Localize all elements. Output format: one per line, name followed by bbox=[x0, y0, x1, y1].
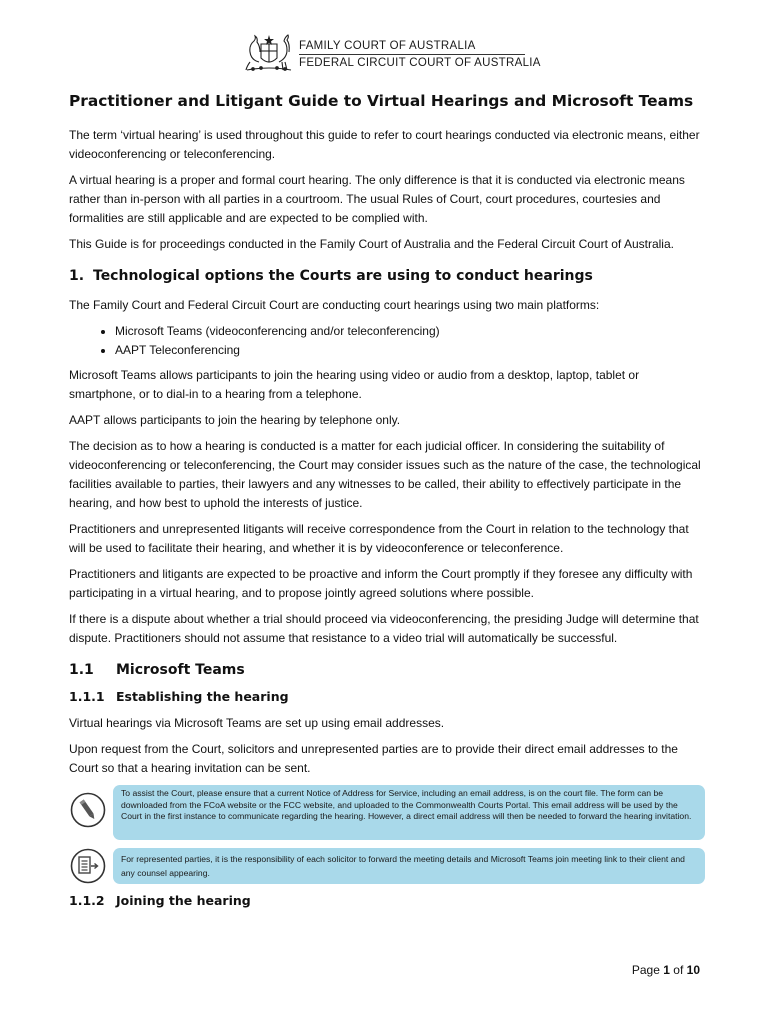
note-callout bbox=[69, 848, 705, 884]
section-1-1-heading bbox=[69, 660, 705, 680]
intro-paragraph: A virtual hearing is a proper and formal court hearing. The only difference is that it is conducted via electronic means rather than in-person with all parties in a courtroom. The usual Rules of Court, court procedures, courtesies and formalities are still applicable and are expected to be complied with. bbox=[69, 173, 685, 225]
page-of: of bbox=[673, 963, 684, 977]
section-1-1-2-heading bbox=[69, 892, 705, 910]
section-number: 1.1.1 bbox=[69, 689, 105, 704]
page-total: 10 bbox=[686, 963, 700, 977]
section-number: 1.1 bbox=[69, 662, 94, 678]
page-number bbox=[632, 963, 700, 977]
section-title: Microsoft Teams bbox=[116, 662, 245, 678]
document-body bbox=[69, 90, 705, 918]
page-label: Page bbox=[631, 963, 660, 977]
body-paragraph: Upon request from the Court, solicitors and unrepresented parties are to provide their direct email addresses to the Court so that a hearing invitation can be sent. bbox=[69, 742, 678, 775]
body-paragraph: If there is a dispute about whether a trial should proceed via videoconferencing, the presiding Judge will determine that dispute. Practitioners should not assume that resistance to a video trial will automatically be successful. bbox=[69, 612, 699, 645]
list-item: • AAPT Teleconferencing bbox=[115, 341, 705, 360]
section-1-heading bbox=[69, 266, 705, 286]
note-text: For represented parties, it is the responsibility of each solicitor to forward the meeting details and Microsoft Teams join meeting link to their client and any counsel appearing. bbox=[113, 848, 705, 884]
body-paragraph: AAPT allows participants to join the hearing by telephone only. bbox=[69, 413, 401, 427]
body-paragraph: Practitioners and litigants are expected to be proactive and inform the Court promptly if they foresee any difficulty with participating in a virtual hearing, and to propose jointly agreed solutions where possible. bbox=[69, 567, 693, 600]
section-1-1-1-heading bbox=[69, 688, 705, 706]
intro-paragraph: This Guide is for proceedings conducted in the Family Court of Australia and the Federal Circuit Court of Australia. bbox=[69, 237, 674, 251]
section-number: 1.1.2 bbox=[69, 893, 105, 908]
note-callout bbox=[69, 785, 705, 840]
platform-list bbox=[69, 322, 705, 360]
pencil-note-icon bbox=[69, 791, 107, 829]
coat-of-arms-logo bbox=[243, 32, 295, 74]
intro-paragraph: The term ‘virtual hearing’ is used throughout this guide to refer to court hearings conducted via electronic means, either videoconferencing or teleconferencing. bbox=[69, 128, 700, 161]
court-name-federal-circuit: FEDERAL CIRCUIT COURT OF AUSTRALIA bbox=[299, 57, 541, 69]
list-item: • Microsoft Teams (videoconferencing and/or teleconferencing) bbox=[115, 322, 705, 341]
section-title: Establishing the hearing bbox=[116, 689, 289, 704]
section-title: Technological options the Courts are using to conduct hearings bbox=[93, 268, 593, 284]
body-paragraph: Microsoft Teams allows participants to join the hearing using video or audio from a desktop, laptop, tablet or smartphone, or to dial-in to a hearing from a telephone. bbox=[69, 368, 640, 401]
document-forward-icon bbox=[69, 847, 107, 885]
document-title: Practitioner and Litigant Guide to Virtual Hearings and Microsoft Teams bbox=[69, 92, 694, 110]
note-text: To assist the Court, please ensure that a current Notice of Address for Service, including an email address, is on the court file. The form can be downloaded from the FCoA website or the FCC website, and uploaded to the Commonwealth Courts Portal. This email address will be used by the Court in the first instance to communicate regarding the hearing. However, a direct email address will then be needed to forward the hearing invitation. bbox=[113, 785, 705, 840]
page-current: 1 bbox=[663, 963, 670, 977]
section-title: Joining the hearing bbox=[116, 893, 251, 908]
platforms-lead: The Family Court and Federal Circuit Court are conducting court hearings using two main platforms: bbox=[69, 298, 600, 312]
court-header bbox=[243, 32, 541, 74]
body-paragraph: Virtual hearings via Microsoft Teams are set up using email addresses. bbox=[69, 716, 445, 730]
court-name-family: FAMILY COURT OF AUSTRALIA bbox=[299, 40, 525, 55]
section-number: 1. bbox=[69, 268, 85, 284]
body-paragraph: The decision as to how a hearing is conducted is a matter for each judicial officer. In considering the suitability of videoconferencing or teleconferencing, the Court may consider issues such as the nature of the case, the technological facilities available to parties, their lawyers and any witnesses to be called, their ability to effectively participate in the hearing, and how best to uphold the interests of justice. bbox=[69, 439, 701, 510]
body-paragraph: Practitioners and unrepresented litigants will receive correspondence from the Court in relation to the technology that will be used to facilitate their hearing, and whether it is by videoconference or teleconference. bbox=[69, 522, 689, 555]
